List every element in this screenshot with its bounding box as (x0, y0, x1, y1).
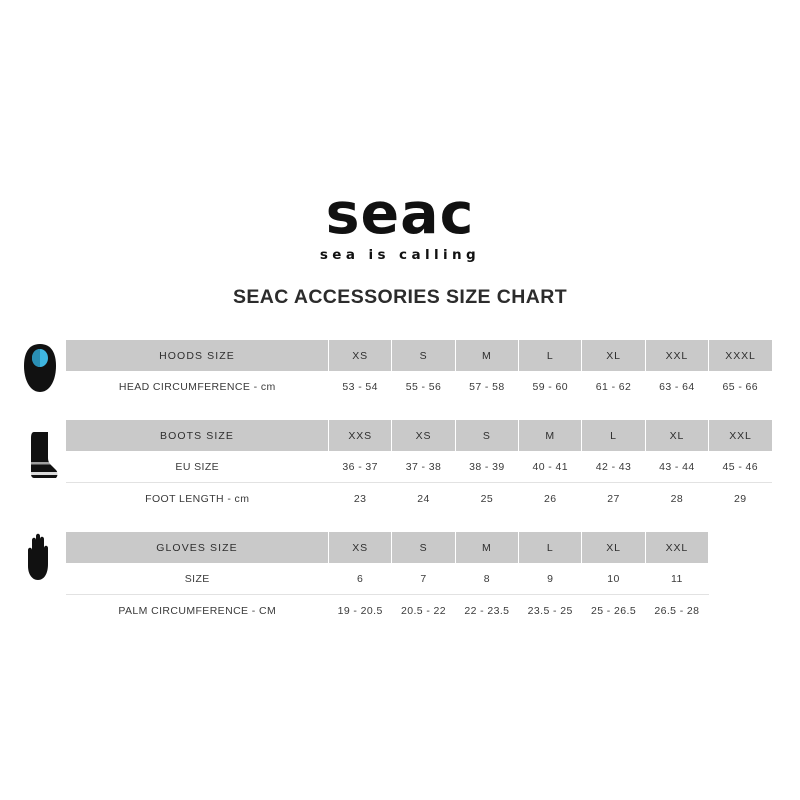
row-label: FOOT LENGTH - cm (66, 483, 329, 515)
table-cell: 29 (709, 483, 772, 515)
table-cell: 20.5 - 22 (392, 595, 455, 627)
table-cell: 55 - 56 (392, 371, 455, 402)
table-cell: 24 (392, 483, 455, 515)
column-header: XXL (645, 340, 708, 371)
brand-name: seac (325, 181, 475, 247)
table-row (66, 563, 772, 595)
table-cell: 7 (392, 563, 455, 595)
column-header: XXXL (709, 340, 772, 371)
column-header: BOOTS SIZE (66, 420, 329, 451)
table-row (66, 371, 772, 402)
column-header: XL (582, 532, 645, 563)
column-header: L (519, 532, 582, 563)
column-header: S (455, 420, 518, 451)
table-cell: 26 (519, 483, 582, 515)
column-header: XS (392, 420, 455, 451)
column-header: XL (645, 420, 708, 451)
row-label: EU SIZE (66, 451, 329, 483)
table-hoods (66, 340, 772, 402)
column-header: M (455, 340, 518, 371)
glove-icon (18, 528, 62, 588)
size-tables (66, 340, 772, 626)
table-cell: 8 (455, 563, 518, 595)
table-cell: 10 (582, 563, 645, 595)
column-header: M (455, 532, 518, 563)
table-cell: 38 - 39 (455, 451, 518, 483)
table-gloves (66, 532, 772, 626)
table-cell: 57 - 58 (455, 371, 518, 402)
table-cell: 42 - 43 (582, 451, 645, 483)
row-label: PALM CIRCUMFERENCE - CM (66, 595, 329, 627)
table-cell-empty (709, 595, 772, 627)
table-row (66, 451, 772, 483)
page-title: SEAC ACCESSORIES SIZE CHART (232, 286, 568, 308)
table-spacer (66, 402, 772, 420)
table-cell: 26.5 - 28 (645, 595, 708, 627)
table-header-row (66, 532, 772, 563)
table-cell: 27 (582, 483, 645, 515)
table-cell: 11 (645, 563, 708, 595)
table-cell: 23 (329, 483, 392, 515)
row-label: SIZE (66, 563, 329, 595)
table-cell: 63 - 64 (645, 371, 708, 402)
table-cell: 22 - 23.5 (455, 595, 518, 627)
column-header: XL (582, 340, 645, 371)
boot-icon (18, 428, 62, 488)
column-header: GLOVES SIZE (66, 532, 329, 563)
table-cell: 37 - 38 (392, 451, 455, 483)
table-cell: 59 - 60 (519, 371, 582, 402)
column-header: XS (329, 340, 392, 371)
table-cell: 53 - 54 (329, 371, 392, 402)
table-cell: 61 - 62 (582, 371, 645, 402)
table-boots (66, 420, 772, 514)
table-cell-empty (709, 563, 772, 595)
brand-logo (0, 181, 800, 263)
hood-icon (18, 340, 62, 400)
table-cell: 28 (645, 483, 708, 515)
table-cell: 19 - 20.5 (329, 595, 392, 627)
table-cell: 65 - 66 (709, 371, 772, 402)
column-header: L (519, 340, 582, 371)
column-header: L (582, 420, 645, 451)
column-header: XXL (645, 532, 708, 563)
column-header-empty (709, 532, 772, 563)
row-label: HEAD CIRCUMFERENCE - cm (66, 371, 329, 402)
table-header-row (66, 420, 772, 451)
table-cell: 25 - 26.5 (582, 595, 645, 627)
column-header: S (392, 340, 455, 371)
table-cell: 9 (519, 563, 582, 595)
column-header: HOODS SIZE (66, 340, 329, 371)
brand-tagline: sea is calling (319, 247, 481, 263)
table-cell: 36 - 37 (329, 451, 392, 483)
column-header: XXL (709, 420, 772, 451)
column-header: S (392, 532, 455, 563)
table-cell: 25 (455, 483, 518, 515)
table-header-row (66, 340, 772, 371)
column-header: XXS (329, 420, 392, 451)
table-cell: 40 - 41 (519, 451, 582, 483)
table-cell: 23.5 - 25 (519, 595, 582, 627)
table-cell: 6 (329, 563, 392, 595)
table-row (66, 595, 772, 627)
column-header: M (519, 420, 582, 451)
table-row (66, 483, 772, 515)
table-spacer (66, 514, 772, 532)
column-header: XS (329, 532, 392, 563)
table-cell: 45 - 46 (709, 451, 772, 483)
table-cell: 43 - 44 (645, 451, 708, 483)
